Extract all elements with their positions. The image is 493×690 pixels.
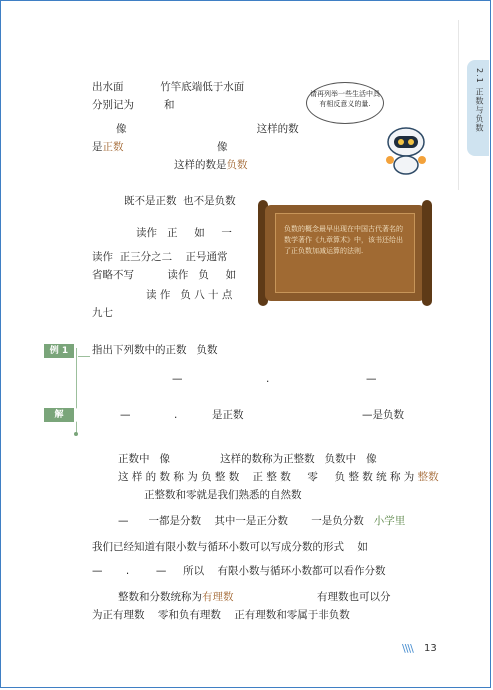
text-plain: 整数和分数统称为 xyxy=(118,591,202,603)
solution-negative: —是负数 xyxy=(362,409,404,421)
para-line-6: — . — 所以 有限小数与循环小数都可以看作分数 xyxy=(92,565,386,577)
text-plain: 这样的数是 xyxy=(174,159,227,171)
text-line-7: 读作 正 如 一 xyxy=(136,227,232,239)
solution-item-2: . xyxy=(174,409,178,421)
text-line-10: 读 作 负 八 十 点 xyxy=(146,289,233,301)
text-line-9: 省略不写 读作 负 如 xyxy=(92,269,237,281)
term-integer: 整数 xyxy=(417,471,439,483)
text-plain: 像 xyxy=(123,141,228,153)
example-label: 例 1 xyxy=(44,344,74,358)
para-line-2 xyxy=(118,470,439,484)
solution-item-1: — xyxy=(120,409,131,421)
robot-mascot-icon xyxy=(378,120,434,180)
page-number: 13 xyxy=(424,643,437,654)
example-item-1: — xyxy=(172,373,183,385)
text-line-8: 读作 正三分之二 正号通常 xyxy=(92,251,228,263)
para-line-8: 为正有理数 零和负有理数 正有理数和零属于非负数 xyxy=(92,609,350,621)
para-line-4 xyxy=(118,514,405,528)
example-rule-tick xyxy=(78,356,90,357)
text-plain: 是 xyxy=(92,141,103,153)
solution-label: 解 xyxy=(44,408,74,422)
history-scroll xyxy=(265,205,425,301)
para-line-7 xyxy=(118,590,390,604)
text-plain: 有理数也可以分 xyxy=(233,591,391,603)
example-item-3: — xyxy=(366,373,377,385)
para-line-5: 我们已经知道有限小数与循环小数可以写成分数的形式 如 xyxy=(92,541,368,553)
section-tab-text: 2.1 正数与负数 xyxy=(475,68,484,133)
scroll-rod-right xyxy=(422,200,432,306)
example-prompt: 指出下列数中的正数 负数 xyxy=(92,344,218,356)
para-line-3: 正整数和零就是我们熟悉的自然数 xyxy=(144,489,302,501)
rule-end-dot xyxy=(74,432,78,436)
margin-line xyxy=(458,20,459,190)
term-negative: 负数 xyxy=(226,159,248,171)
term-positive: 正数 xyxy=(102,141,124,153)
solution-arrow-icon xyxy=(76,408,86,422)
thought-bubble: 请再列举一些生活中具有相反意义的量. xyxy=(306,82,384,124)
text-plain: 这 样 的 数 称 为 负 整 数 正 整 数 零 负 整 数 统 称 为 xyxy=(118,471,418,483)
text-line-2: 分别记为 和 xyxy=(92,99,175,111)
example-item-2: . xyxy=(266,373,270,385)
text-line-3: 像 这样的数 xyxy=(116,123,299,135)
text-plain: — 一都是分数 其中一是正分数 一是负分数 xyxy=(118,515,374,527)
para-line-1: 正数中 像 这样的数称为正整数 负数中 像 xyxy=(118,453,377,465)
term-rational: 有理数 xyxy=(202,591,234,603)
scroll-text: 负数的概念最早出现在中国古代著名的数学著作《九章算术》中，该书还给出了正负数加减运算的法则. xyxy=(275,213,415,293)
text-line-11: 九七 xyxy=(92,307,113,319)
text-line-6: 既不是正数 也不是负数 xyxy=(124,195,236,207)
text-line-1: 出水面 竹竿底端低于水面 xyxy=(92,81,245,93)
page-ornament-icon: \\\\ xyxy=(402,642,413,655)
text-line-5 xyxy=(174,158,248,172)
solution-positive: 是正数 xyxy=(212,409,244,421)
text-line-4 xyxy=(92,140,227,154)
term-primary-school: 小学里 xyxy=(373,515,406,527)
